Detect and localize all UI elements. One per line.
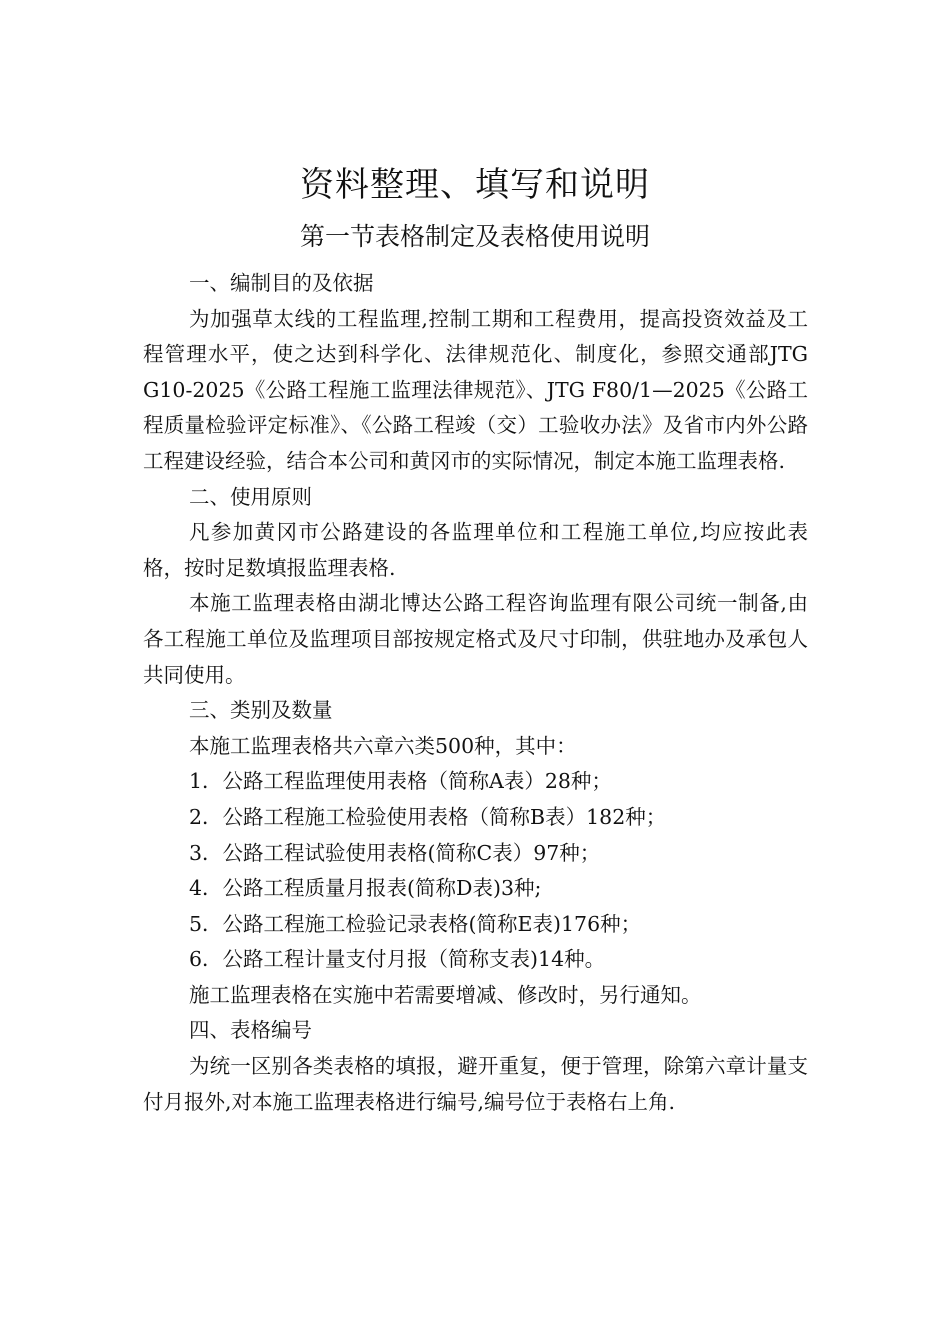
paragraph-category-intro: 本施工监理表格共六章六类500种，其中： (189, 733, 577, 758)
paragraph-purpose: 为加强草太线的工程监理,控制工期和工程费用，提高投资效益及工程管理水平，使之达到科学化、法律规范化、制度化，参照交通部JTG G10-2025《公路工程施工监理法律规范》、JTG F80/1—2025《公路工程质量检验评定标准》、《公路工程竣（交）工验收办法》及省市内外公路工程建设经验，结合本公司和黄冈市的实际情况，制定本施工监理表格. (143, 306, 808, 473)
document-body (143, 266, 808, 1120)
paragraph-usage-1: 凡参加黄冈市公路建设的各监理单位和工程施工单位,均应按此表格，按时足数填报监理表格. (143, 520, 808, 580)
list-item: 3．公路工程试验使用表格(简称C表）97种； (189, 840, 601, 865)
list-item: 1．公路工程监理使用表格（简称A表）28种； (189, 769, 612, 794)
list-item: 6．公路工程计量支付月报（简称支表)14种。 (189, 947, 606, 972)
paragraph-numbering: 为统一区别各类表格的填报，避开重复，便于管理，除第六章计量支付月报外,对本施工监理表格进行编号,编号位于表格右上角. (143, 1054, 808, 1114)
list-item: 5．公路工程施工检验记录表格(简称E表)176种； (189, 911, 642, 936)
heading-table-numbering: 四、表格编号 (189, 1018, 312, 1043)
list-item: 2．公路工程施工检验使用表格（简称B表）182种； (189, 804, 667, 829)
heading-purpose-basis: 一、编制目的及依据 (189, 271, 374, 295)
list-item: 4．公路工程质量月报表(简称D表)3种; (189, 876, 542, 901)
section-title: 第一节表格制定及表格使用说明 (299, 222, 650, 251)
paragraph-modification-note: 施工监理表格在实施中若需要增减、修改时，另行通知。 (189, 982, 702, 1007)
heading-category-quantity: 三、类别及数量 (189, 698, 333, 723)
paragraph-usage-2: 本施工监理表格由湖北博达公路工程咨询监理有限公司统一制备,由各工程施工单位及监理项目部按规定格式及尺寸印制，供驻地办及承包人共同使用。 (143, 591, 808, 687)
heading-usage-principle: 二、使用原则 (189, 484, 312, 509)
document-title: 资料整理、填写和说明 (300, 165, 650, 205)
